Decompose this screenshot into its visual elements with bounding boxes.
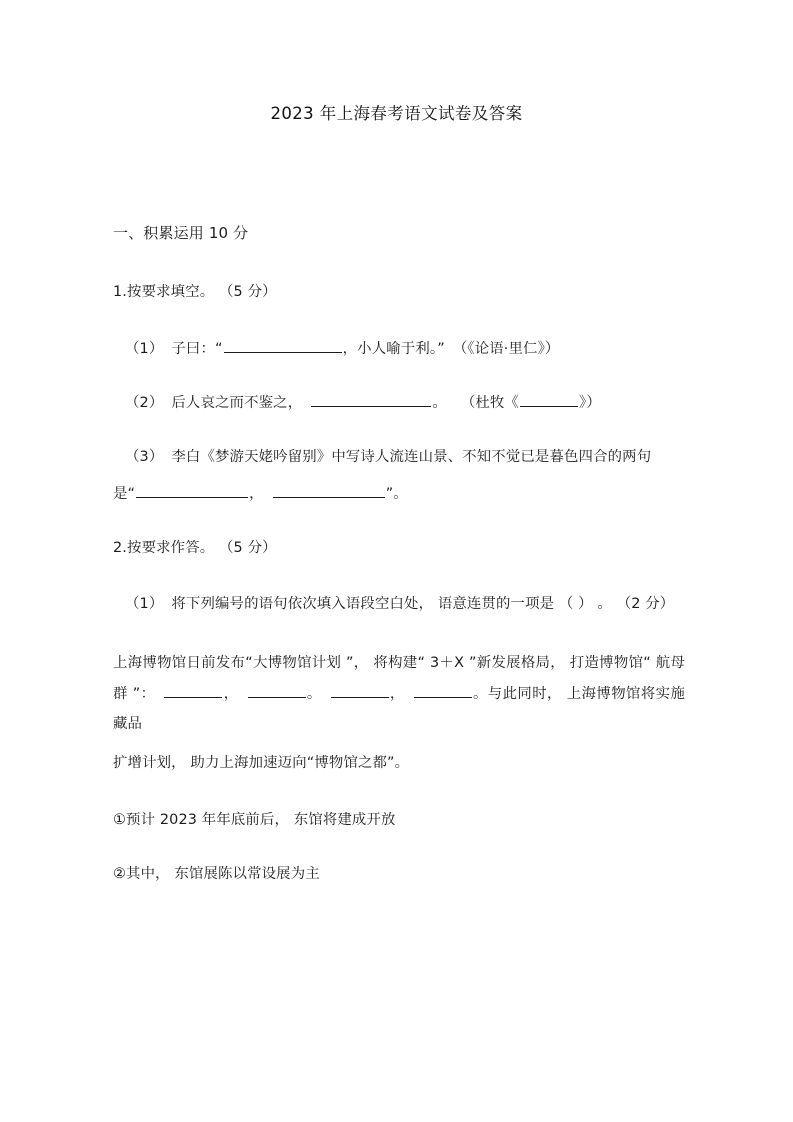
answer-blank[interactable] bbox=[311, 392, 431, 407]
q2-item-1-label: （1） bbox=[125, 596, 164, 613]
question-1-item-3-line2 bbox=[113, 483, 685, 505]
item-3-text-prefix: 是“ bbox=[113, 485, 136, 502]
passage-option-2: ②其中， 东馆展陈以常设展为主 bbox=[113, 866, 320, 883]
answer-blank[interactable] bbox=[136, 483, 248, 498]
item-3-separator: ， bbox=[249, 485, 264, 502]
reading-passage-line-3: 扩增计划， 助力上海加速迈向“博物馆之都”。 bbox=[113, 755, 410, 772]
passage-sep-1: ， bbox=[223, 685, 239, 702]
item-3-text-line1: 李白《梦游天姥吟留别》中写诗人流连山景、不知不觉已是暮色四合的两句 bbox=[171, 449, 652, 466]
passage-sep-3: ， bbox=[389, 685, 405, 702]
item-1-text-middle: ，小人喻于利。” bbox=[342, 340, 445, 357]
item-2-citation-prefix: （杜牧《 bbox=[460, 394, 519, 411]
item-2-text-middle: 。 bbox=[432, 394, 447, 411]
q2-item-1-text: 将下列编号的语句依次填入语段空白处， 语意连贯的一项是 （ ） 。 （2 分） bbox=[171, 596, 675, 613]
page-title: 2023 年上海春考语文试卷及答案 bbox=[270, 104, 523, 123]
question-1-heading: 1.按要求填空。 （5 分） bbox=[113, 284, 277, 301]
item-2-text-before: 后人哀之而不鉴之， bbox=[171, 394, 303, 411]
item-3-text-suffix: ”。 bbox=[385, 485, 408, 502]
passage-line-1: 上海博物馆日前发布“大博物馆计划 ”， 将构建“ 3＋X ”新发展格局， 打造博物馆“ 航 bbox=[113, 654, 671, 671]
reading-passage bbox=[113, 648, 685, 741]
question-2-item-1 bbox=[113, 593, 685, 615]
passage-blank[interactable] bbox=[331, 683, 389, 698]
item-2-citation-suffix: 》） bbox=[578, 394, 601, 411]
question-1-item-1 bbox=[113, 338, 685, 360]
passage-option-1: ①预计 2023 年年底前后， 东馆将建成开放 bbox=[113, 811, 396, 828]
answer-blank[interactable] bbox=[520, 392, 578, 407]
item-1-citation: （《论语·里仁》） bbox=[452, 340, 560, 357]
passage-blank[interactable] bbox=[414, 683, 472, 698]
passage-blank[interactable] bbox=[164, 683, 222, 698]
document-body bbox=[113, 222, 685, 917]
item-3-label: （3） bbox=[125, 449, 164, 466]
item-1-label: （1） bbox=[125, 340, 164, 357]
passage-sep-2: 。 bbox=[306, 685, 322, 702]
passage-line-2-prefix: 母群 ”： bbox=[113, 654, 685, 702]
answer-blank[interactable] bbox=[224, 338, 342, 353]
passage-blank[interactable] bbox=[248, 683, 306, 698]
item-1-text-before: 子曰：“ bbox=[171, 340, 223, 357]
question-1-item-3-line1 bbox=[113, 446, 685, 468]
answer-blank[interactable] bbox=[273, 483, 385, 498]
item-2-label: （2） bbox=[125, 394, 164, 411]
question-2-heading: 2.按要求作答。 （5 分） bbox=[113, 539, 277, 556]
question-1-item-2 bbox=[113, 392, 685, 414]
section-heading-1: 一、积累运用 10 分 bbox=[113, 224, 249, 242]
passage-sep-4: 。与此同时， 上海博物馆将实施藏品 bbox=[113, 685, 685, 733]
